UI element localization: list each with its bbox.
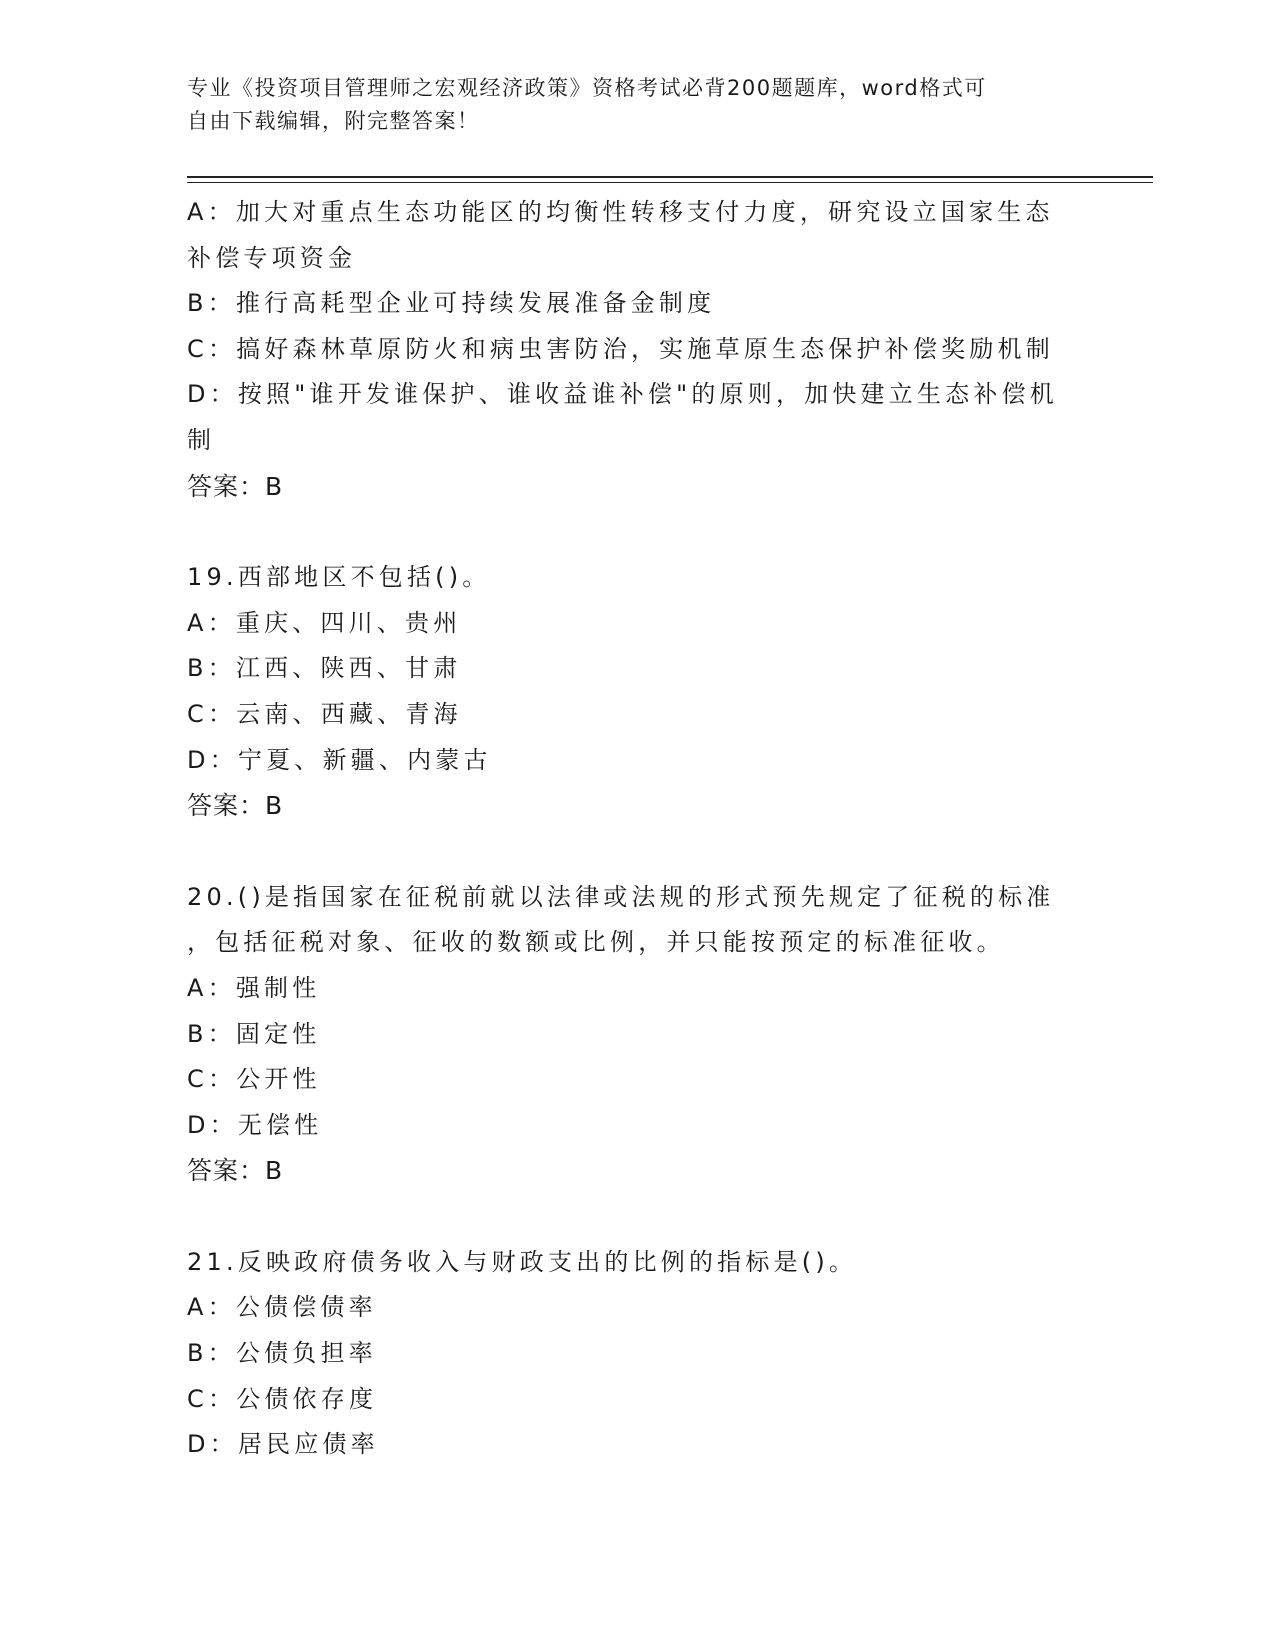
option-b: B：推行高耗型企业可持续发展准备金制度 [187,289,716,318]
question-text: 19.西部地区不包括()。 [187,563,491,592]
option-a-line-1: A：加大对重点生态功能区的均衡性转移支付力度，研究设立国家生态 [187,198,1054,226]
option-d-line-2: 制 [187,425,216,454]
question-text-line-2: ，包括征税对象、征收的数额或比例，并只能按预定的标准征收。 [187,928,1005,957]
option-a: A：强制性 [187,973,321,1002]
option-c: C：云南、西藏、青海 [187,699,462,728]
option-d: D：宁夏、新疆、内蒙古 [187,745,492,774]
header-divider-thick [187,176,1153,178]
document-header [187,72,1087,138]
answer: 答案：B [187,471,284,501]
option-c: C：公开性 [187,1065,321,1094]
question-21 [187,1240,1087,1468]
answer: 答案：B [187,791,284,821]
option-c: C：搞好森林草原防火和病虫害防治，实施草原生态保护补偿奖励机制 [187,334,1054,363]
option-b: B：固定性 [187,1019,321,1048]
option-b: B：公债负担率 [187,1339,377,1368]
question-text-line-1: 20.()是指国家在征税前就以法律或法规的形式预先规定了征税的标准 [187,882,1055,911]
option-d-line-1: D：按照"谁开发谁保护、谁收益谁补偿"的原则，加快建立生态补偿机 [187,380,1058,409]
question-20 [187,875,1087,1194]
header-divider-thin [187,182,1153,183]
option-a: A：公债偿债率 [187,1293,377,1322]
option-a: A：重庆、四川、贵州 [187,608,462,637]
option-a-line-2: 补偿专项资金 [187,243,357,272]
question-text: 21.反映政府债务收入与财政支出的比例的指标是()。 [187,1247,858,1276]
option-b: B：江西、陕西、甘肃 [187,654,462,683]
answer: 答案：B [187,1156,284,1186]
header-line-2: 自由下载编辑，附完整答案！ [187,109,480,133]
option-d: D：无偿性 [187,1110,323,1139]
question-19 [187,555,1087,829]
header-line-1: 专业《投资项目管理师之宏观经济政策》资格考试必背200题题库，word格式可 [187,76,987,100]
question-18-options [187,190,1087,509]
option-c: C：公债依存度 [187,1384,378,1413]
question-list [187,190,1087,1468]
option-d: D：居民应债率 [187,1430,379,1459]
